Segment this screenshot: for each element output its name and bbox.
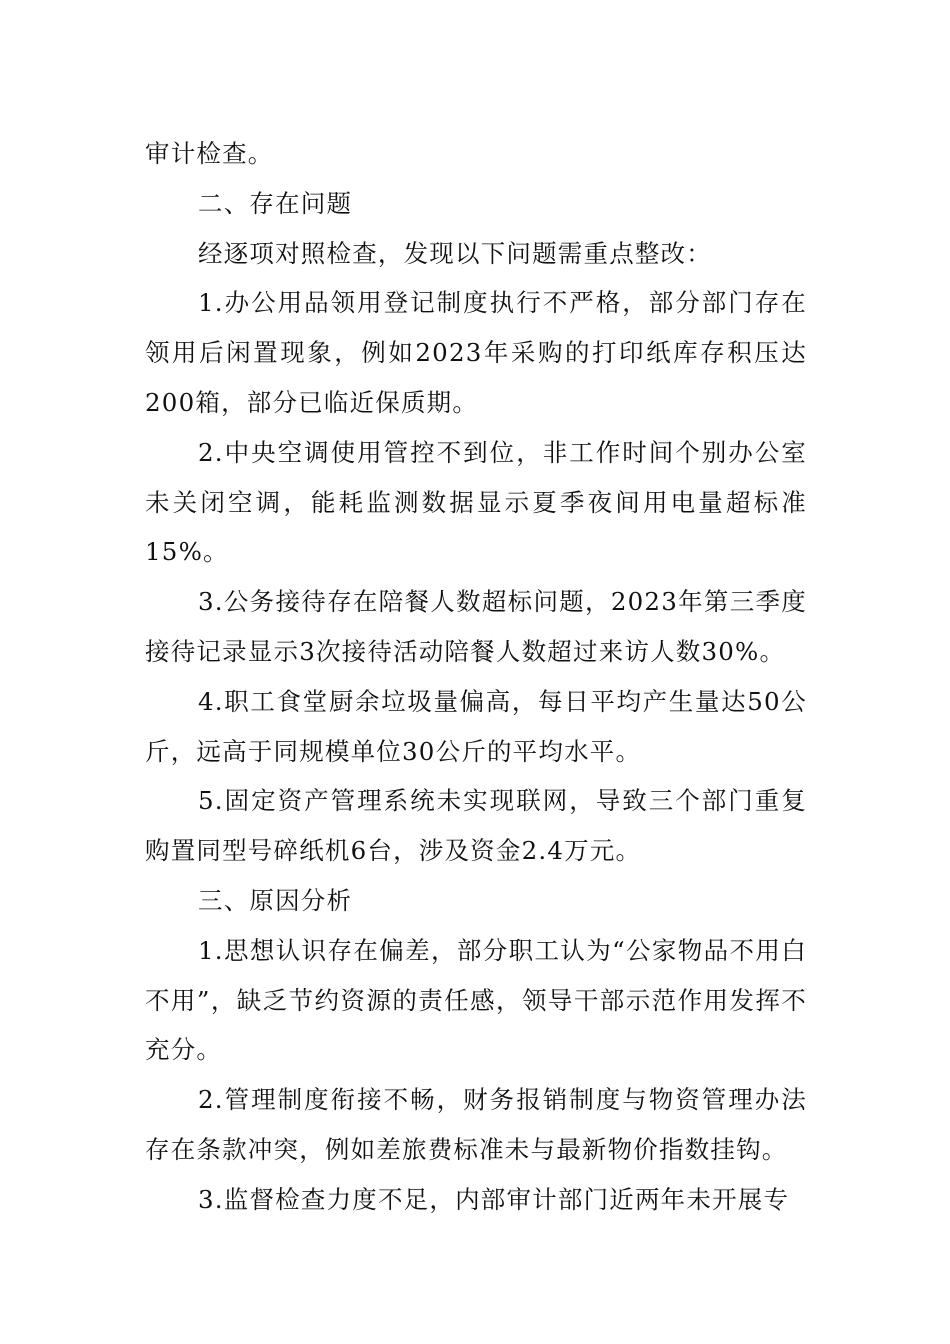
body-paragraph: 经逐项对照检查，发现以下问题需重点整改： <box>198 238 712 268</box>
section-heading-causes: 三、原因分析 <box>198 885 353 915</box>
problem-item-3: 3.公务接待存在陪餐人数超标问题，2023年第三季度接待记录显示3次接待活动陪餐人数超过来访人数30%。 <box>145 587 807 666</box>
section-heading-problems: 二、存在问题 <box>198 188 353 218</box>
document-body <box>145 129 807 1225</box>
cause-item-1: 1.思想认识存在偏差，部分职工认为“公家物品不用白不用”，缺乏节约资源的责任感，领导干部示范作用发挥不充分。 <box>145 935 807 1065</box>
problem-item-1: 1.办公用品领用登记制度执行不严格，部分部门存在领用后闲置现象，例如2023年采购的打印纸库存积压达200箱，部分已临近保质期。 <box>145 288 807 417</box>
cause-item-2: 2.管理制度衔接不畅，财务报销制度与物资管理办法存在条款冲突，例如差旅费标准未与最新物价指数挂钩。 <box>145 1085 807 1164</box>
continuation-paragraph: 审计检查。 <box>145 139 274 168</box>
problem-item-2: 2.中央空调使用管控不到位，非工作时间个别办公室未关闭空调，能耗监测数据显示夏季夜间用电量超标准15%。 <box>145 437 807 567</box>
problem-item-5: 5.固定资产管理系统未实现联网，导致三个部门重复购置同型号碎纸机6台，涉及资金2.4万元。 <box>145 786 807 866</box>
cause-item-3: 3.监督检查力度不足，内部审计部门近两年未开展专 <box>198 1184 790 1214</box>
problem-item-4: 4.职工食堂厨余垃圾量偏高，每日平均产生量达50公斤，远高于同规模单位30公斤的平均水平。 <box>145 686 807 766</box>
